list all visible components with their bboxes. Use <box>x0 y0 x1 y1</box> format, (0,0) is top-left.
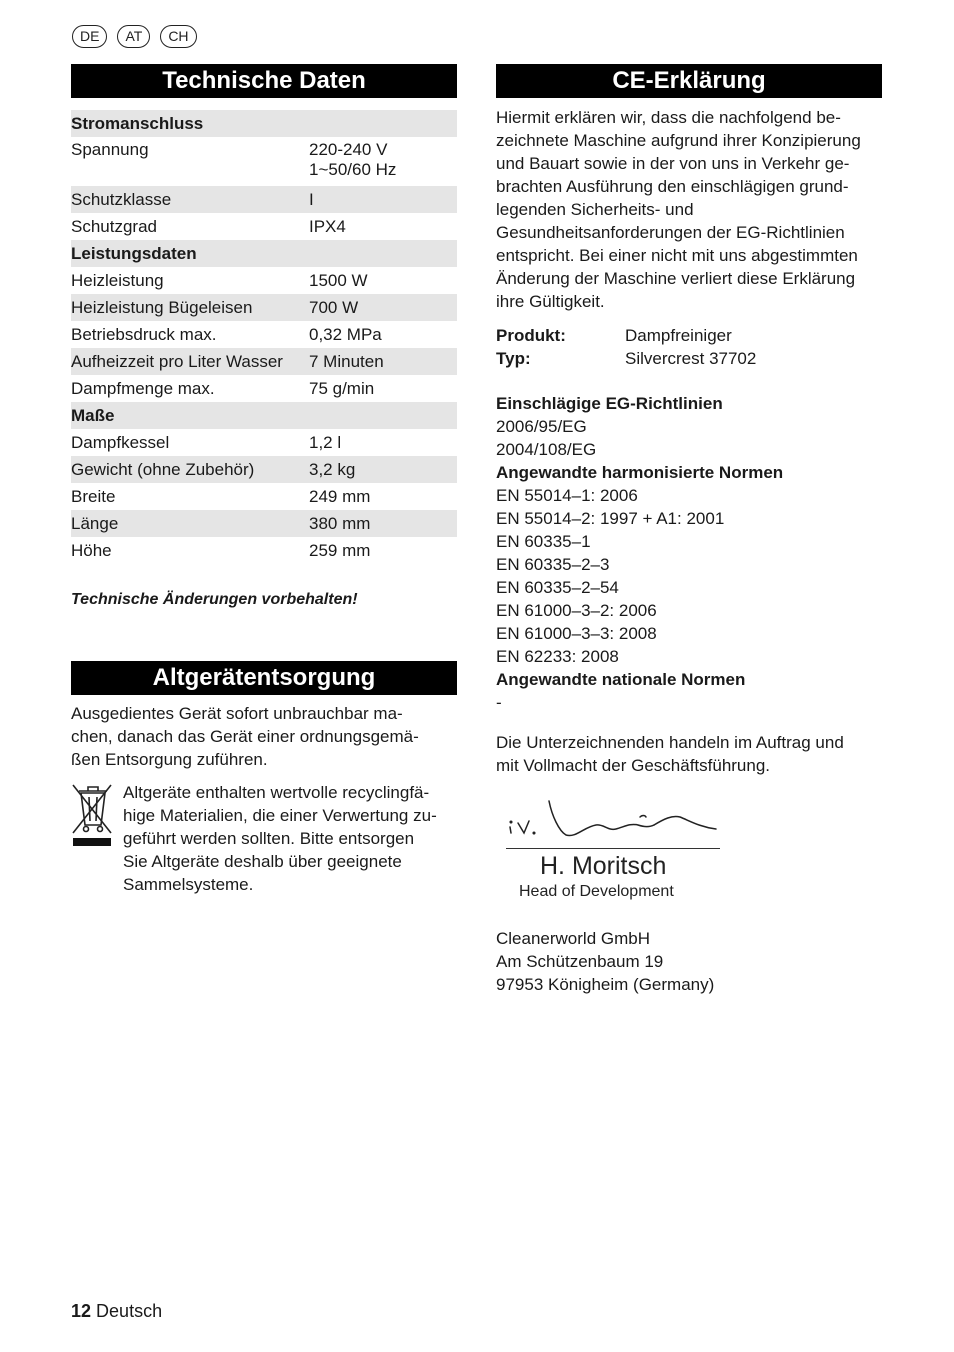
spec-row <box>71 348 457 375</box>
spec-value: 700 W <box>309 294 457 321</box>
spec-label: Dampfmenge max. <box>71 378 215 398</box>
signature-image <box>504 791 724 847</box>
spec-label: Leistungsdaten <box>71 240 309 267</box>
signature-line <box>506 848 720 849</box>
spec-row <box>71 375 457 402</box>
spec-row <box>71 294 457 321</box>
weee-bin-icon <box>71 781 113 847</box>
page-number: 12 <box>71 1301 92 1321</box>
spec-label: Gewicht (ohne Zubehör) <box>71 456 309 483</box>
lang-badge-at: AT <box>117 25 150 48</box>
signers-text: Die Unterzeichnenden handeln im Auftrag und mit Vollmacht der Geschäftsführung. <box>496 733 844 775</box>
spec-row <box>71 402 457 429</box>
type-label: Typ: <box>496 349 531 368</box>
spec-row <box>71 213 457 240</box>
disposal-text-2: Altgeräte enthalten wertvolle recyclingfä- hige Materialien, die einer Verwertung zu- geführt werden sollten. Bitte entsorgen Sie Altgeräte deshalb über geeignete Sammelsysteme. <box>123 783 437 894</box>
spec-value: 7 Minuten <box>309 348 457 375</box>
spec-value: 249 mm <box>309 486 371 506</box>
signature-block <box>496 791 882 903</box>
spec-value: IPX4 <box>309 216 346 236</box>
disposal-section <box>71 661 457 896</box>
national-value: - <box>496 693 502 712</box>
company-name: Cleanerworld GmbH <box>496 929 650 948</box>
spec-label: Betriebsdruck max. <box>71 324 217 344</box>
harmonized-heading: Angewandte harmonisierte Normen <box>496 463 784 482</box>
spec-value-line: 220-240 V <box>309 140 388 159</box>
product-value: Dampfreiniger <box>625 326 732 345</box>
harmonized-item: EN 60335–1 <box>496 532 591 551</box>
tech-data-title: Technische Daten <box>71 64 457 98</box>
signer-name: H. Moritsch <box>540 852 667 880</box>
directive-item: 2006/95/EG <box>496 417 587 436</box>
company-city: 97953 Königheim (Germany) <box>496 975 715 994</box>
spec-value <box>309 240 457 267</box>
harmonized-item: EN 61000–3–2: 2006 <box>496 601 657 620</box>
ce-intro: Hiermit erklären wir, dass die nachfolgend be- zeichnete Maschine aufgrund ihrer Konzipierung und Bauart sowie in der von uns in Verkehr ge- brachten Ausführung den einschlägigen grund- legenden Sicherheits- und Gesundheitsanforderungen der EG-Richtlinien entspricht. Bei einer nicht mit uns abgestimmten Änderung der Maschine verliert diese Erklärung ihre Gültigkeit. <box>496 108 861 311</box>
harmonized-item: EN 60335–2–3 <box>496 555 610 574</box>
tech-data-table <box>71 110 457 564</box>
harmonized-item: EN 62233: 2008 <box>496 647 619 666</box>
directives-heading: Einschlägige EG-Richtlinien <box>496 394 723 413</box>
footer-language: Deutsch <box>96 1301 163 1321</box>
spec-label: Aufheizzeit pro Liter Wasser <box>71 348 309 375</box>
spec-value: 0,32 MPa <box>309 324 382 344</box>
spec-row <box>71 537 457 564</box>
product-label: Produkt: <box>496 326 566 345</box>
spec-label: Schutzgrad <box>71 216 157 236</box>
harmonized-item: EN 61000–3–3: 2008 <box>496 624 657 643</box>
directive-item: 2004/108/EG <box>496 440 597 459</box>
harmonized-item: EN 60335–2–54 <box>496 578 619 597</box>
spec-label: Länge <box>71 510 309 537</box>
spec-label: Maße <box>71 402 309 429</box>
spec-label: Spannung <box>71 140 149 159</box>
spec-value: 75 g/min <box>309 378 375 398</box>
spec-value: 1500 W <box>309 270 368 290</box>
spec-value: I <box>309 186 457 213</box>
disposal-text-1: Ausgedientes Gerät sofort unbrauchbar ma- chen, danach das Gerät einer ordnungsgemä- ßen Entsorgung zuführen. <box>71 704 419 769</box>
harmonized-item: EN 55014–2: 1997 + A1: 2001 <box>496 509 725 528</box>
spec-label: Breite <box>71 486 116 506</box>
disposal-title: Altgerätentsorgung <box>71 661 457 695</box>
spec-label: Dampfkessel <box>71 432 170 452</box>
company-address <box>496 927 882 996</box>
spec-row <box>71 110 457 137</box>
spec-row <box>71 456 457 483</box>
spec-row <box>71 137 457 186</box>
spec-value: 380 mm <box>309 510 457 537</box>
spec-value <box>309 137 457 186</box>
tech-note: Technische Änderungen vorbehalten! <box>71 591 358 608</box>
spec-value: 3,2 kg <box>309 456 457 483</box>
spec-value: 1,2 l <box>309 432 342 452</box>
company-street: Am Schützenbaum 19 <box>496 952 664 971</box>
spec-label: Heizleistung Bügeleisen <box>71 294 309 321</box>
lang-badge-ch: CH <box>160 25 196 48</box>
spec-row <box>71 510 457 537</box>
lang-badge-de: DE <box>72 25 107 48</box>
harmonized-item: EN 55014–1: 2006 <box>496 486 638 505</box>
language-badges <box>72 25 197 48</box>
spec-value <box>309 402 457 429</box>
left-column <box>71 64 457 896</box>
right-column <box>496 64 882 996</box>
ce-title: CE-Erklärung <box>496 64 882 98</box>
page-footer <box>71 1301 162 1322</box>
spec-row <box>71 186 457 213</box>
standards-list <box>496 392 882 714</box>
product-info <box>496 324 882 370</box>
spec-row <box>71 321 457 348</box>
spec-label: Schutzklasse <box>71 186 309 213</box>
spec-label: Höhe <box>71 540 112 560</box>
spec-row <box>71 240 457 267</box>
spec-row <box>71 483 457 510</box>
spec-row <box>71 429 457 456</box>
signer-title: Head of Development <box>519 883 674 900</box>
type-value: Silvercrest 37702 <box>625 349 757 368</box>
spec-value <box>309 110 457 137</box>
spec-label: Heizleistung <box>71 270 164 290</box>
spec-row <box>71 267 457 294</box>
spec-value-line: 1~50/60 Hz <box>309 160 397 179</box>
national-heading: Angewandte nationale Normen <box>496 670 746 689</box>
spec-label: Stromanschluss <box>71 110 309 137</box>
spec-value: 259 mm <box>309 540 371 560</box>
